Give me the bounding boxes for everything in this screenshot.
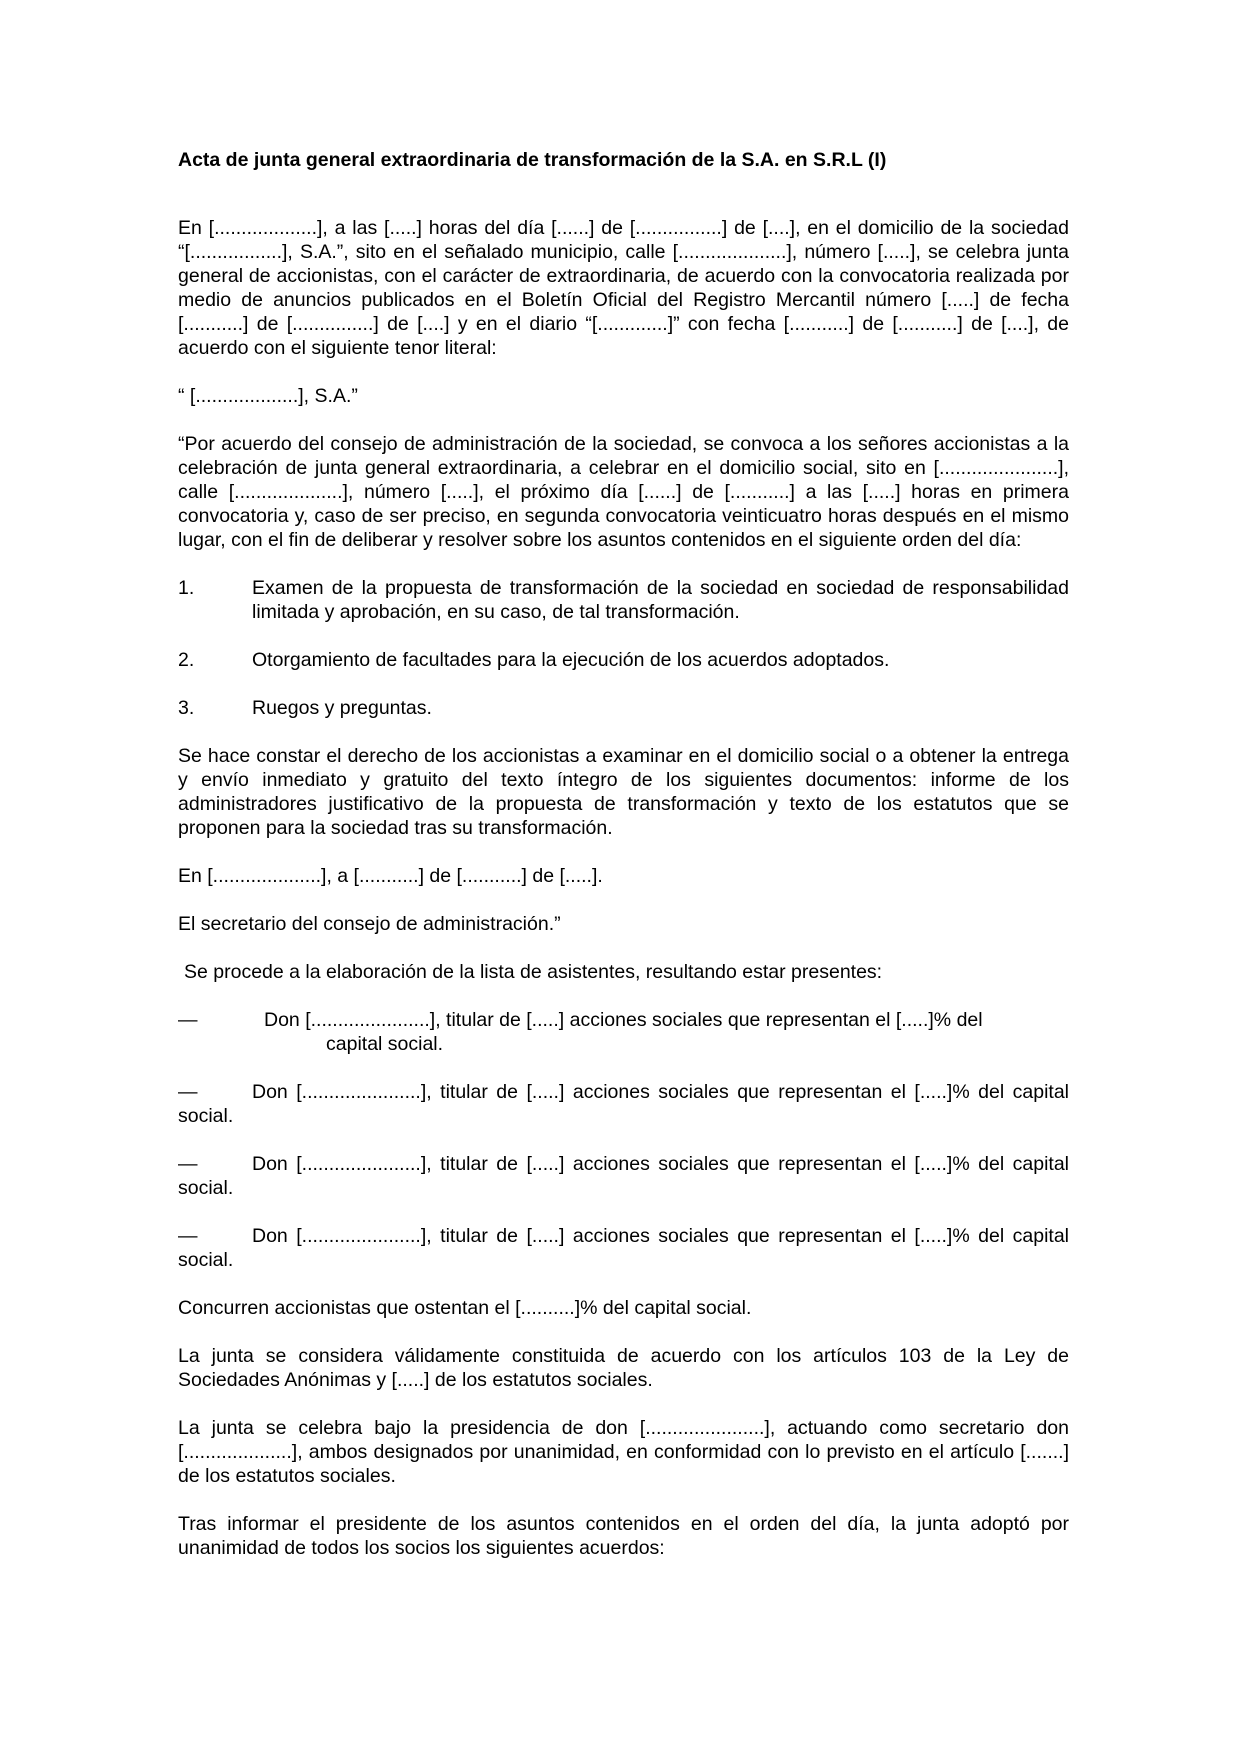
intro-paragraph: En [...................], a las [.....] horas del día [......] de [................] de [....], en el domicilio de la sociedad “[.................], S.A.”, sito en el señalado municipio, calle [....................], número [.....], se celebra junta general de accionistas, con el carácter de extraordinaria, de acuerdo con la convocatoria realizada por medio de anuncios publicados en el Boletín Oficial del Registro Mercantil número [.....] de fecha [...........] de [...............] de [....] y en el diario “[.............]” con fecha [...........] de [...........] de [....], de acuerdo con el siguiente tenor literal: [178,217,1069,359]
agenda-item-number: 2. [178,649,195,671]
closing-paragraph: Tras informar el presidente de los asuntos contenidos en el orden del día, la junta adoptó por unanimidad de todos los socios los siguientes acuerdos: [178,1513,1069,1559]
attendee-text: Don [......................], titular de [.....] acciones sociales que representan el [.....]% del capital social. [178,1225,1069,1271]
attendee-entry [178,1080,1069,1128]
convocation-paragraph: “Por acuerdo del consejo de administración de la sociedad, se convoca a los señores accionistas a la celebración de junta general extraordinaria, a celebrar en el domicilio social, sito en [......................], calle [....................], número [.....], el próximo día [......] de [...........] a las [.....] horas en primera convocatoria y, caso de ser preciso, en segunda convocatoria veinticuatro horas después en el mismo lugar, con el fin de deliberar y resolver sobre los asuntos contenidos en el siguiente orden del día: [178,433,1069,551]
presidency-paragraph: La junta se celebra bajo la presidencia de don [......................], actuando como secretario don [....................], ambos designados por unanimidad, en conformidad con lo previsto en el artículo [.......] de los estatutos sociales. [178,1417,1069,1487]
secretary-signature: El secretario del consejo de administración.” [178,913,561,935]
quorum-paragraph: Concurren accionistas que ostentan el [..........]% del capital social. [178,1297,752,1319]
place-date-line: En [....................], a [...........] de [...........] de [.....]. [178,865,603,887]
agenda-item-number: 3. [178,697,195,719]
company-line: “ [...................], S.A.” [178,385,358,407]
attendee-text: Don [......................], titular de [.....] acciones sociales que representan el [.....]% del capital social. [178,1081,1069,1127]
attendee-dash: — [178,1009,198,1031]
validity-paragraph: La junta se considera válidamente constituida de acuerdo con los artículos 103 de la Ley de Sociedades Anónimas y [.....] de los estatutos sociales. [178,1345,1069,1391]
attendee-dash: — [178,1081,198,1103]
agenda-item [178,648,1069,672]
attendance-intro: Se procede a la elaboración de la lista de asistentes, resultando estar presentes: [184,961,883,983]
attendee-entry [178,1224,1069,1272]
attendee-first-continuation: capital social. [326,1033,444,1055]
attendee-text: Don [......................], titular de [.....] acciones sociales que representan el [.....]% del capital social. [178,1153,1069,1199]
agenda-item [178,696,1069,720]
document-title: Acta de junta general extraordinaria de transformación de la S.A. en S.R.L (I) [178,149,887,171]
agenda-item [178,576,1069,624]
document-page [178,148,1069,1584]
agenda-item-text: Otorgamiento de facultades para la ejecución de los acuerdos adoptados. [252,649,890,671]
attendee-text [264,1008,1069,1056]
rights-paragraph: Se hace constar el derecho de los accionistas a examinar en el domicilio social o a obtener la entrega y envío inmediato y gratuito del texto íntegro de los siguientes documentos: informe de los administradores justificativo de la propuesta de transformación y texto de los estatutos que se proponen para la sociedad tras su transformación. [178,745,1069,839]
agenda-item-text: Examen de la propuesta de transformación de la sociedad en sociedad de responsabilidad limitada y aprobación, en su caso, de tal transformación. [252,577,1069,623]
attendee-dash: — [178,1225,198,1247]
attendee-first-line: Don [......................], titular de [.....] acciones sociales que representan el [.....]% del [264,1009,983,1031]
agenda-item-text: Ruegos y preguntas. [252,697,432,719]
attendee-entry [178,1152,1069,1200]
attendee-dash: — [178,1153,198,1175]
agenda-item-number: 1. [178,577,195,599]
attendee-entry [178,1008,1069,1056]
